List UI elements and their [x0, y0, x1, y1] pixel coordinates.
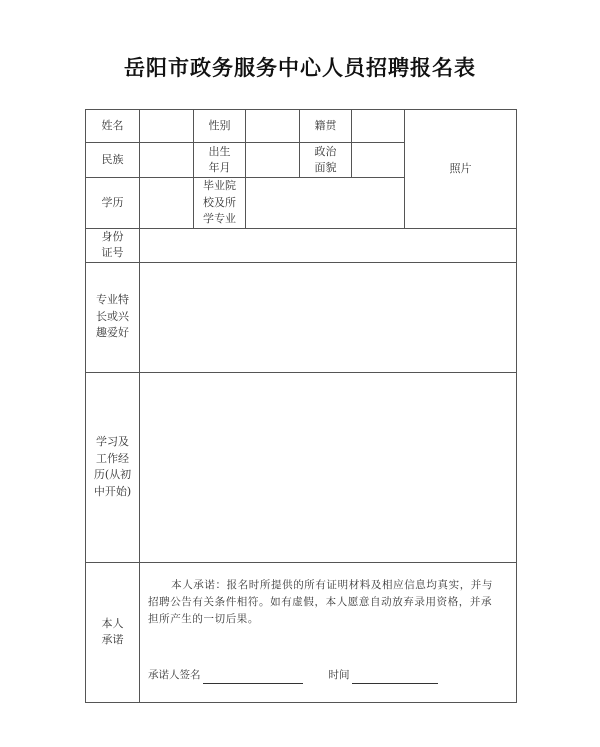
ethnicity-label: 民族 [86, 143, 140, 178]
birth-date-field[interactable] [246, 143, 300, 178]
experience-field[interactable] [140, 372, 517, 562]
time-line[interactable] [352, 672, 438, 684]
political-status-label: 政治 面貌 [300, 143, 352, 178]
native-place-field[interactable] [352, 110, 405, 143]
row-name [86, 110, 517, 143]
registration-form-table [85, 109, 517, 703]
school-major-label: 毕业院 校及所 学专业 [194, 178, 246, 229]
education-label: 学历 [86, 178, 140, 229]
specialties-field[interactable] [140, 262, 517, 372]
form-title: 岳阳市政务服务中心人员招聘报名表 [124, 55, 476, 80]
signature-line[interactable] [203, 672, 303, 684]
gender-field[interactable] [246, 110, 300, 143]
signature-label: 承诺人签名 [148, 669, 201, 682]
name-label: 姓名 [86, 110, 140, 143]
id-number-field[interactable] [140, 228, 517, 262]
id-number-label: 身份 证号 [86, 228, 140, 262]
promise-label: 本人 承诺 [86, 562, 140, 702]
row-experience [86, 372, 517, 562]
birth-date-label: 出生 年月 [194, 143, 246, 178]
row-promise [86, 562, 517, 702]
time-label: 时间 [328, 669, 350, 682]
gender-label: 性别 [194, 110, 246, 143]
political-status-field[interactable] [352, 143, 405, 178]
signature-row [148, 668, 516, 684]
row-specialties [86, 262, 517, 372]
native-place-label: 籍贯 [300, 110, 352, 143]
name-field[interactable] [140, 110, 194, 143]
education-field[interactable] [140, 178, 194, 229]
specialties-label: 专业特 长或兴 趣爱好 [86, 262, 140, 372]
ethnicity-field[interactable] [140, 143, 194, 178]
photo-box: 照片 [405, 110, 517, 229]
promise-cell [140, 562, 517, 702]
promise-statement: 本人承诺：报名时所提供的所有证明材料及相应信息均真实，并与招聘公告有关条件相符。如有虚假，本人愿意自动放弃录用资格，并承担所产生的一切后果。 [148, 578, 493, 626]
school-major-field[interactable] [246, 178, 405, 229]
experience-label: 学习及 工作经 历(从初 中开始) [86, 372, 140, 562]
row-id-number [86, 228, 517, 262]
